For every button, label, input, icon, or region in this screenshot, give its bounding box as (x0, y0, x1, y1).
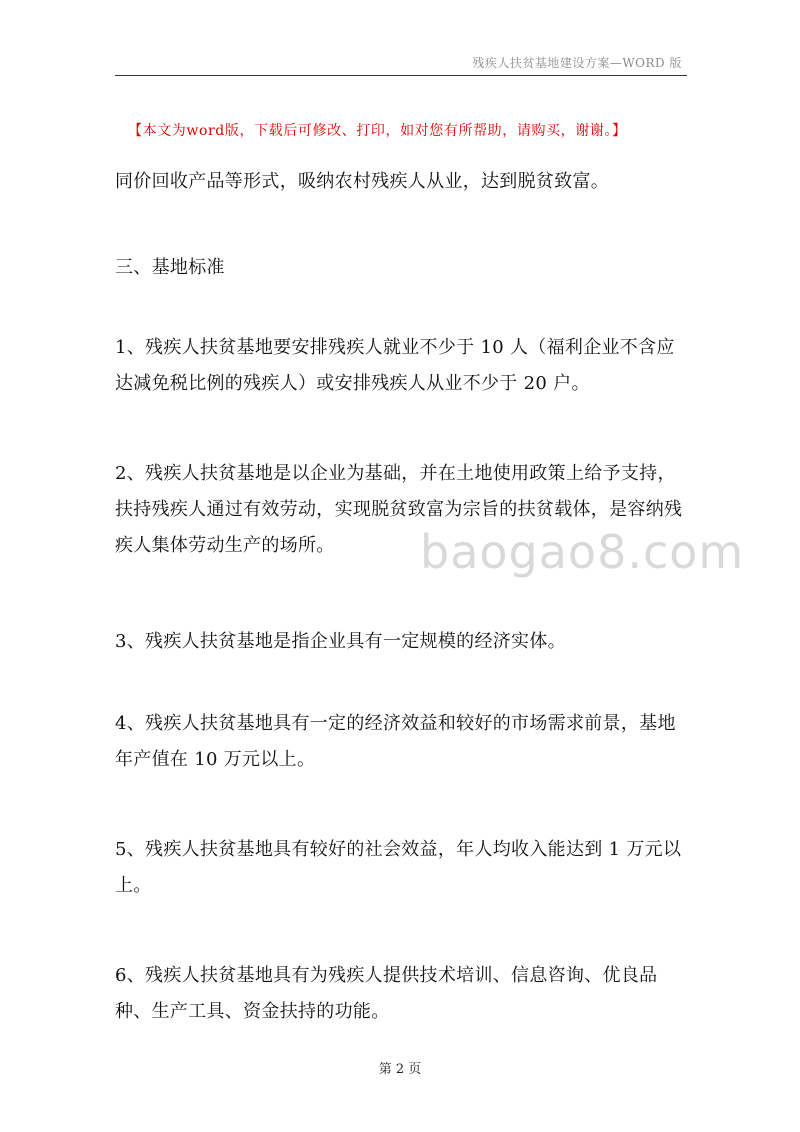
section-heading: 三、基地标准 (115, 257, 225, 278)
list-item-6: 6、残疾人扶贫基地具有为残疾人提供技术培训、信息咨询、优良品种、生产工具、资金扶持的功能。 (115, 965, 658, 1022)
watermark: baogao8.com (420, 525, 745, 579)
running-header-title: 残疾人扶贫基地建设方案—WORD 版 (472, 56, 682, 70)
paragraph-continuation: 同价回收产品等形式，吸纳农村残疾人从业，达到脱贫致富。 (115, 171, 610, 192)
list-item-3: 3、残疾人扶贫基地是指企业具有一定规模的经济实体。 (115, 631, 566, 652)
list-item-1: 1、残疾人扶贫基地要安排残疾人就业不少于 10 人（福利企业不含应达减免税比例的残疾人）或安排残疾人从业不少于 20 户。 (115, 337, 675, 394)
header-divider (115, 75, 687, 76)
list-item-2: 2、残疾人扶贫基地是以企业为基础，并在土地使用政策上给予支持，扶持残疾人通过有效劳动，实现脱贫致富为宗旨的扶贫载体，是容纳残疾人集体劳动生产的场所。 (115, 463, 683, 556)
download-notice: 【本文为word版，下载后可修改、打印，如对您有所帮助，请购买，谢谢。】 (128, 123, 627, 139)
page-number: 第 2 页 (378, 1062, 422, 1077)
list-item-5: 5、残疾人扶贫基地具有较好的社会效益，年人均收入能达到 1 万元以上。 (115, 839, 682, 896)
list-item-4: 4、残疾人扶贫基地具有一定的经济效益和较好的市场需求前景，基地年产值在 10 万元以上。 (115, 713, 676, 770)
